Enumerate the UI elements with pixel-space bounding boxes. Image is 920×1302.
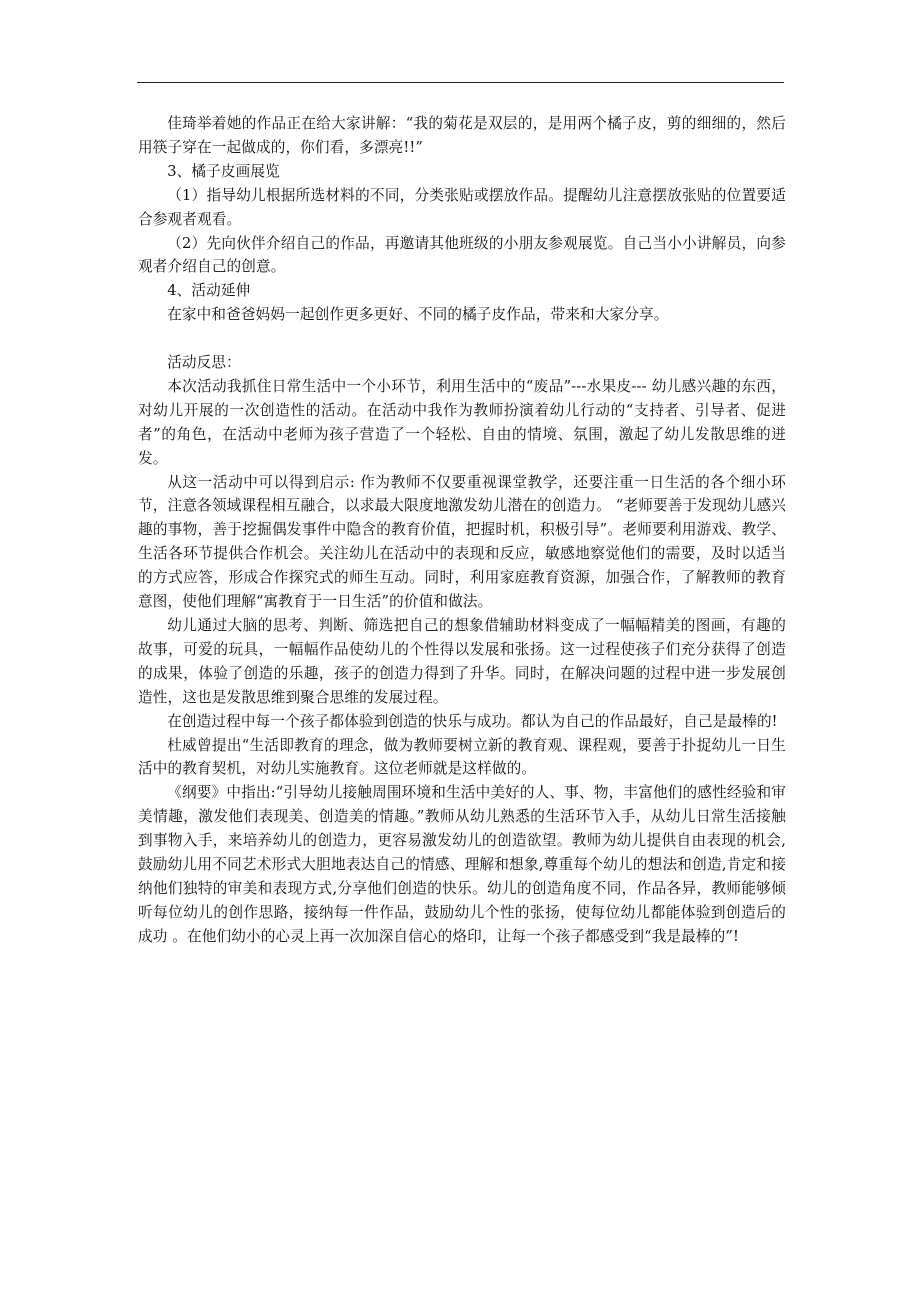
paragraph-reflection-2: 从这一活动中可以得到启示: 作为教师不仅要重视课堂教学，还要注重一日生活的各个细小环节，注意各领域课程相互融合，以求最大限度地激发幼儿潜在的创造力。 “老师要善于发现幼儿感兴趣的事物，善于挖掘偶发事件中隐含的教育价值，把握时机，积极引导”。老师要利用游戏、教学、生活各环节提供合作机会。关注幼儿在活动中的表现和反应，敏感地察觉他们的需要，及时以适当的方式应答，形成合作探究式的师生互动。同时，利用家庭教育资源，加强合作，了解教师的教育意图，使他们理解“寓教育于一日生活”的价值和做法。 xyxy=(138,473,786,611)
paragraph-extension: 在家中和爸爸妈妈一起创作更多更好、不同的橘子皮作品，带来和大家分享。 xyxy=(167,306,669,324)
paragraph-reflection-6: 《纲要》中指出:“引导幼儿接触周围环境和生活中美好的人、事、物，丰富他们的感性经验和审美情趣，激发他们表现美、创造美的情趣。”教师从幼儿熟悉的生活环节入手，从幼儿日常生活接触到事物入手，来培养幼儿的创造力，更容易激发幼儿的创造欲望。教师为幼儿提供自由表现的机会,鼓励幼儿用不同艺术形式大胆地表达自己的情感、理解和想象,尊重每个幼儿的想法和创造,肯定和接纳他们独特的审美和表现方式,分享他们创造的快乐。幼儿的创造角度不同，作品各异，教师能够倾听每位幼儿的创作思路，接纳每一件作品，鼓励幼儿个性的张扬，使每位幼儿都能体验到创造后的成功 。在他们幼小的心灵上再一次加深自信心的烙印，让每一个孩子都感受到“我是最棒的”! xyxy=(138,784,786,945)
paragraph-step-1: （1）指导幼儿根据所选材料的不同，分类张贴或摆放作品。提醒幼儿注意摆放张贴的位置要适合参观者观看。 xyxy=(138,186,786,228)
blank-line xyxy=(138,327,786,351)
header-rule xyxy=(137,82,784,83)
document-body xyxy=(138,112,786,949)
paragraph-step-2: （2）先向伙伴介绍自己的作品，再邀请其他班级的小朋友参观展览。自己当小小讲解员，向参观者介绍自己的创意。 xyxy=(138,234,786,276)
paragraph-reflection-4: 在创造过程中每一个孩子都体验到创造的快乐与成功。都认为自己的作品最好，自己是最棒的! xyxy=(167,712,778,730)
heading-reflection: 活动反思： xyxy=(167,354,241,372)
paragraph-explanation: 佳琦举着她的作品正在给大家讲解：“我的菊花是双层的，是用两个橘子皮，剪的细细的，然后用筷子穿在一起做成的，你们看，多漂亮!!” xyxy=(138,115,786,156)
paragraph-reflection-1: 本次活动我抓住日常生活中一个小环节，利用生活中的“废品”---水果皮--- 幼儿感兴趣的东西，对幼儿开展的一次创造性的活动。在活动中我作为教师扮演着幼儿行动的“支持者、引导者、促进者”的角色，在活动中老师为孩子营造了一个轻松、自由的情境、氛围，激起了幼儿发散思维的迸发。 xyxy=(138,377,786,467)
heading-exhibition: 3、橘子皮画展览 xyxy=(167,162,280,180)
heading-extension: 4、活动延伸 xyxy=(167,282,251,300)
paragraph-reflection-5: 杜威曾提出“生活即教育的理念，做为教师要树立新的教育观、课程观，要善于扑捉幼儿一日生活中的教育契机，对幼儿实施教育。这位老师就是这样做的。 xyxy=(138,736,786,778)
paragraph-reflection-3: 幼儿通过大脑的思考、判断、筛选把自己的想象借辅助材料变成了一幅幅精美的图画，有趣的故事，可爱的玩具，一幅幅作品使幼儿的个性得以发展和张扬。这一过程使孩子们充分获得了创造的成果，体验了创造的乐趣，孩子的创造力得到了升华。同时，在解决问题的过程中进一步发展创造性，这也是发散思维到聚合思维的发展过程。 xyxy=(138,617,786,706)
